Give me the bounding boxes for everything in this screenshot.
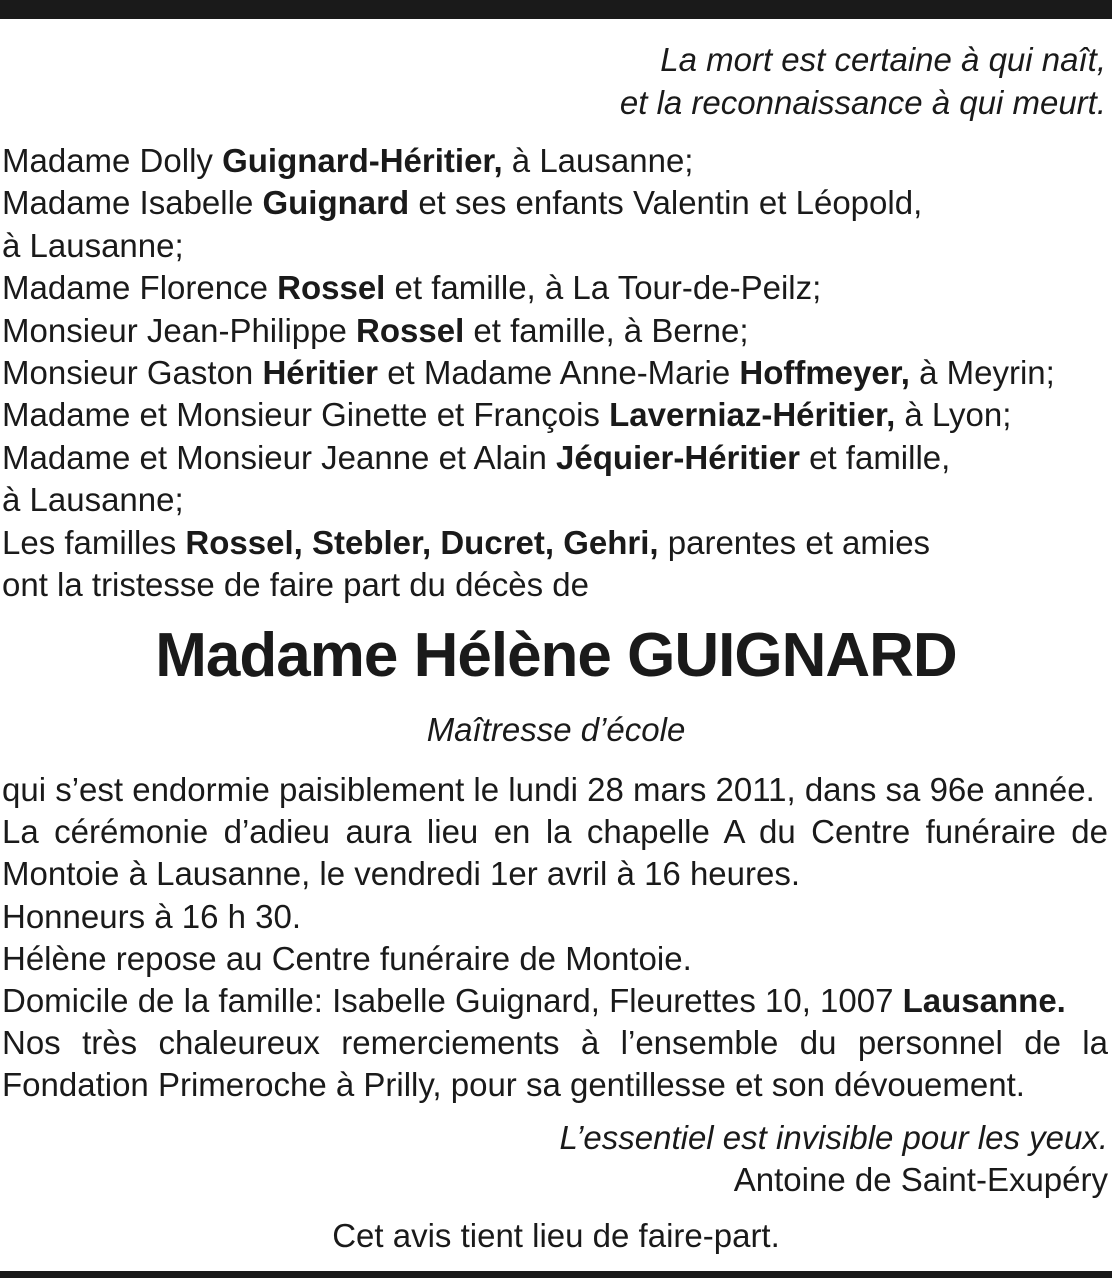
family-text: et famille, <box>799 438 951 476</box>
quote-author: Antoine de Saint-Exupéry <box>733 1161 1108 1198</box>
family-text: et famille, à La Tour-de-Peilz; <box>385 269 822 307</box>
detail-line: La cérémonie d’adieu aura lieu en la chapelle A du Centre funéraire de <box>2 813 1108 851</box>
epigraph-line: et la reconnaissance à qui meurt. <box>619 84 1106 121</box>
family-text: à Lyon; <box>895 396 1012 434</box>
family-line <box>2 310 1110 352</box>
family-surname: Rossel, Stebler, Ducret, Gehri, <box>185 523 659 561</box>
top-rule <box>0 0 1112 19</box>
family-text: et Madame Anne-Marie <box>378 354 740 392</box>
deceased-role: Maîtresse d’école <box>426 711 686 748</box>
family-line <box>2 479 1110 521</box>
family-text: parentes et amies <box>658 523 931 561</box>
epigraph-line: La mort est certaine à qui naît, <box>660 41 1106 78</box>
family-line <box>2 522 1110 564</box>
detail-line: Montoie à Lausanne, le vendredi 1er avril à 16 heures. <box>2 855 801 893</box>
family-text: à Lausanne; <box>2 226 184 264</box>
family-surname: Rossel <box>277 269 386 307</box>
family-text: Monsieur Gaston <box>2 354 263 392</box>
detail-line: qui s’est endormie paisiblement le lundi 28 mars 2011, dans sa 96e année. <box>2 771 1095 808</box>
family-surname: Hoffmeyer, <box>739 354 910 392</box>
family-text: et famille, à Berne; <box>464 311 749 349</box>
family-line <box>2 564 1110 606</box>
family-line <box>2 182 1110 224</box>
family-text: à Lausanne; <box>2 481 184 519</box>
family-text: Madame et Monsieur Ginette et François <box>2 396 610 434</box>
family-text: et ses enfants Valentin et Léopold, <box>409 184 923 222</box>
family-list <box>2 140 1110 606</box>
family-line <box>2 140 1110 182</box>
detail-line <box>2 980 1108 1022</box>
family-line <box>2 437 1110 479</box>
bottom-rule <box>0 1271 1112 1278</box>
family-surname: Guignard-Héritier, <box>222 142 503 179</box>
detail-line: Nos très chaleureux remerciements à l’ensemble du personnel de la <box>2 1024 1108 1062</box>
epigraph <box>206 38 1106 124</box>
family-surname: Jéquier-Héritier <box>556 438 800 476</box>
family-text: Monsieur Jean-Philippe <box>2 311 357 349</box>
detail-city: Lausanne. <box>902 982 1066 1020</box>
details-block <box>2 769 1108 1107</box>
family-text: ont la tristesse de faire part du décès de <box>2 566 590 604</box>
detail-line: Hélène repose au Centre funéraire de Montoie. <box>2 939 692 977</box>
family-text: à Lausanne; <box>502 142 694 179</box>
family-surname: Rossel <box>356 311 465 349</box>
family-line <box>2 394 1110 436</box>
family-text: Madame et Monsieur Jeanne et Alain <box>2 438 556 476</box>
family-text: Les familles <box>2 523 186 561</box>
family-text: Madame Florence <box>2 269 278 307</box>
family-text: à Meyrin; <box>909 354 1055 392</box>
family-line <box>2 352 1110 394</box>
detail-line: Honneurs à 16 h 30. <box>2 897 302 935</box>
family-line <box>2 267 1110 309</box>
family-text: Madame Dolly <box>2 142 223 179</box>
family-surname: Héritier <box>262 354 379 392</box>
deceased-name: Madame Hélène GUIGNARD <box>155 621 957 690</box>
family-surname: Guignard <box>262 184 410 222</box>
family-surname: Laverniaz-Héritier, <box>609 396 896 434</box>
detail-text: Domicile de la famille: Isabelle Guignard, Fleurettes 10, 1007 <box>2 982 903 1020</box>
detail-line: Fondation Primeroche à Prilly, pour sa gentillesse et son dévouement. <box>2 1066 1025 1104</box>
family-line <box>2 225 1110 267</box>
closing-quote <box>208 1117 1108 1201</box>
closing-note: Cet avis tient lieu de faire-part. <box>332 1217 780 1254</box>
quote-text: L’essentiel est invisible pour les yeux. <box>559 1119 1108 1156</box>
family-text: Madame Isabelle <box>2 184 263 222</box>
